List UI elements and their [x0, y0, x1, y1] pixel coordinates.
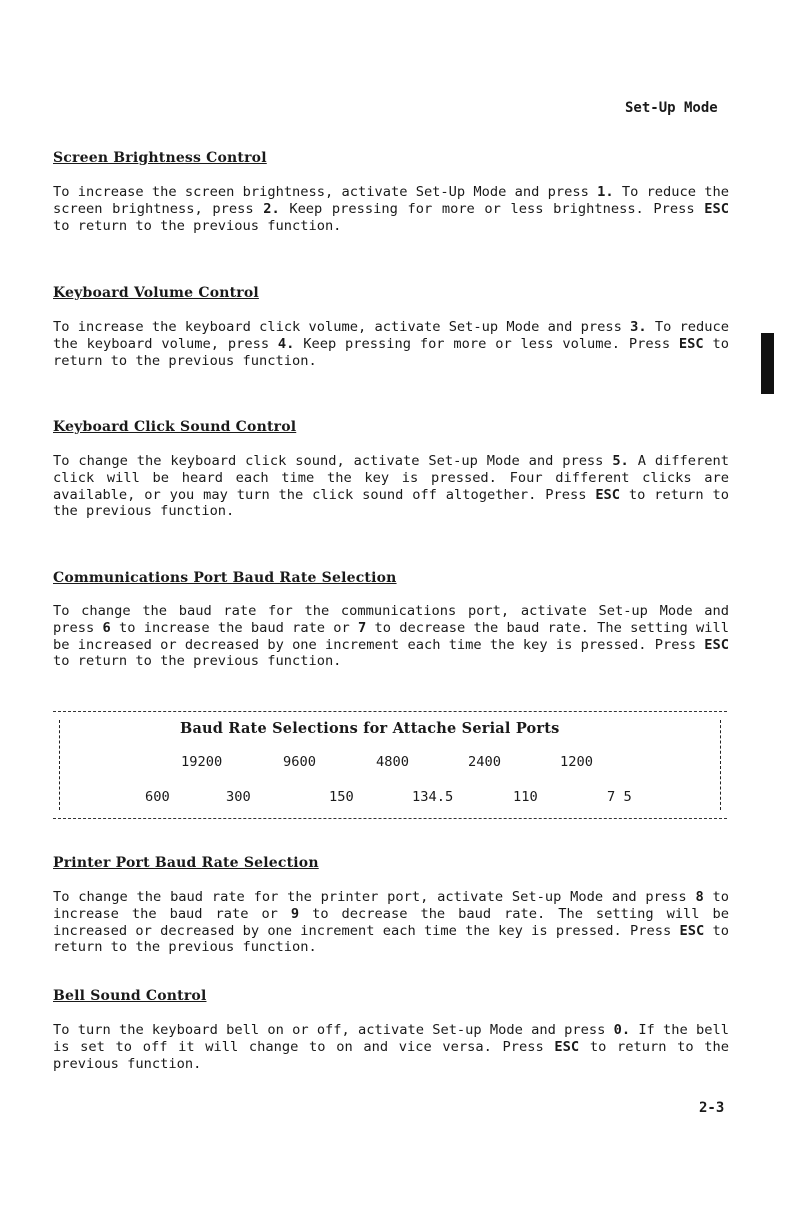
baud-rate-value: 2400: [468, 754, 501, 770]
baud-rate-value: 150: [329, 789, 354, 805]
baud-table-title: Baud Rate Selections for Attache Serial Ports: [180, 720, 560, 737]
baud-rate-value: 300: [226, 789, 251, 805]
paragraph-keyboard-click: To change the keyboard click sound, activate Set-up Mode and press 5. A different click will be heard each time the key is pressed. Four different clicks are available, or you may turn the click sound off altogether. Press ESC to return to the previous function.: [53, 453, 729, 520]
baud-rate-value: 1200: [560, 754, 593, 770]
paragraph-bell-sound: To turn the keyboard bell on or off, activate Set-up Mode and press 0. If the bell is set to off it will change to on and vice versa. Press ESC to return to the previous function.: [53, 1022, 729, 1072]
table-right-border: [720, 720, 721, 810]
heading-bell-sound: Bell Sound Control: [53, 988, 207, 1004]
heading-communications-port: Communications Port Baud Rate Selection: [53, 570, 397, 586]
thumb-tab-marker: [761, 333, 774, 394]
baud-rate-value: 4800: [376, 754, 409, 770]
table-left-border: [59, 720, 60, 810]
baud-rate-value: 9600: [283, 754, 316, 770]
page-number: 2-3: [699, 1100, 725, 1116]
heading-screen-brightness: Screen Brightness Control: [53, 150, 267, 166]
heading-keyboard-click: Keyboard Click Sound Control: [53, 419, 297, 435]
baud-rate-value: 600: [145, 789, 170, 805]
baud-rate-value: 110: [513, 789, 538, 805]
baud-rate-value: 134.5: [412, 789, 454, 805]
running-head: Set-Up Mode: [625, 100, 718, 116]
paragraph-printer-port: To change the baud rate for the printer port, activate Set-up Mode and press 8 to increase the baud rate or 9 to decrease the baud rate. The setting will be increased or decreased by one increment each time the key is pressed. Press ESC to return to the previous function.: [53, 889, 729, 956]
heading-keyboard-volume: Keyboard Volume Control: [53, 285, 259, 301]
baud-rate-value: 19200: [181, 754, 223, 770]
paragraph-screen-brightness: To increase the screen brightness, activate Set-Up Mode and press 1. To reduce the screen brightness, press 2. Keep pressing for more or less brightness. Press ESC to return to the previous function.: [53, 184, 730, 234]
baud-rate-table: [53, 711, 727, 819]
baud-rate-value: 7 5: [607, 789, 632, 805]
paragraph-keyboard-volume: To increase the keyboard click volume, activate Set-up Mode and press 3. To reduce the keyboard volume, press 4. Keep pressing for more or less volume. Press ESC to return to the previous function.: [53, 319, 730, 369]
heading-printer-port: Printer Port Baud Rate Selection: [53, 855, 319, 871]
paragraph-communications-port: To change the baud rate for the communications port, activate Set-up Mode and press 6 to increase the baud rate or 7 to decrease the baud rate. The setting will be increased or decreased by one increment each time the key is pressed. Press ESC to return to the previous function.: [53, 603, 729, 670]
